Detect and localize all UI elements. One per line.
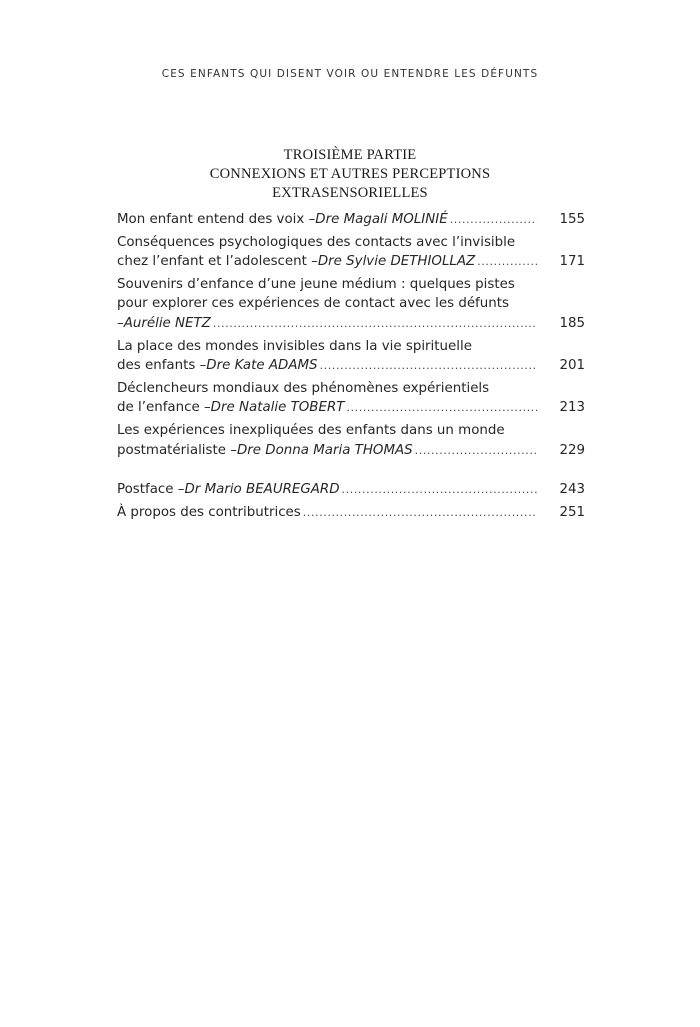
toc-entry-text: Postface – — [117, 482, 185, 497]
toc-entry-author: Dre Kate ADAMS — [206, 358, 318, 374]
toc-entry-text-line: pour explorer ces expériences de contact avec les défunts — [117, 296, 509, 312]
toc-entry[interactable] — [117, 337, 585, 376]
toc-entry-contributors[interactable] — [117, 503, 585, 523]
toc-entry[interactable] — [117, 210, 585, 230]
toc-entry[interactable] — [117, 275, 585, 334]
leader-dots — [342, 480, 537, 500]
leader-dots — [320, 356, 537, 376]
toc-entry-author: Dr Mario BEAUREGARD — [184, 482, 340, 497]
leader-dots — [303, 503, 537, 523]
toc-entry-author: Aurélie NETZ — [123, 315, 211, 331]
toc-entry-last-line — [117, 398, 585, 418]
toc-entry[interactable] — [117, 233, 585, 272]
toc-entry-text: postmatérialiste – — [117, 442, 237, 458]
toc-entry-author: Dre Magali MOLINIÉ — [315, 212, 448, 227]
toc-entry-last-line — [117, 441, 585, 461]
toc-entry-last-line — [117, 480, 585, 500]
toc-entry-last-line — [117, 252, 585, 272]
toc-entry-last-line — [117, 503, 585, 523]
toc-entry-text-line: Les expériences inexpliquées des enfants dans un monde — [117, 422, 505, 438]
toc-entry-text-line: Déclencheurs mondiaux des phénomènes expérientiels — [117, 380, 490, 396]
toc-entry-author: Dre Natalie TOBERT — [210, 400, 345, 416]
toc-entry[interactable] — [117, 421, 585, 460]
leader-dots — [415, 441, 537, 461]
toc-entry-page-number: 201 — [559, 358, 585, 374]
toc-entry[interactable] — [117, 379, 585, 418]
table-of-contents — [117, 210, 585, 463]
toc-entry-postface[interactable] — [117, 480, 585, 500]
part-title — [0, 146, 700, 203]
part-title-line-1: TROISIÈME PARTIE — [283, 147, 417, 163]
leader-dots — [450, 210, 537, 230]
leader-dots — [477, 252, 537, 272]
toc-entry-last-line — [117, 210, 585, 230]
toc-entry-last-line — [117, 356, 585, 376]
toc-entry-text-line: La place des mondes invisibles dans la vie spirituelle — [117, 338, 472, 354]
toc-entry-text: À propos des contributrices — [117, 504, 301, 520]
toc-entry-page-number: 243 — [559, 482, 585, 497]
toc-entry-page-number: 213 — [559, 400, 585, 416]
toc-entry-text: Mon enfant entend des voix – — [117, 212, 316, 227]
part-title-line-2: CONNEXIONS ET AUTRES PERCEPTIONS — [209, 166, 491, 182]
toc-entry-last-line — [117, 314, 585, 334]
toc-entry-text-line: Souvenirs d’enfance d’une jeune médium : quelques pistes — [117, 276, 515, 292]
toc-entry-author: Dre Sylvie DETHIOLLAZ — [317, 254, 476, 270]
back-matter-list — [117, 480, 585, 525]
leader-dots — [346, 398, 537, 418]
leader-dots — [213, 314, 537, 334]
part-title-line-3: EXTRASENSORIELLES — [272, 185, 428, 201]
toc-entry-page-number: 185 — [559, 315, 585, 331]
toc-entry-page-number: 251 — [559, 504, 585, 520]
running-header: CES ENFANTS QUI DISENT VOIR OU ENTENDRE LES DÉFUNTS — [161, 68, 539, 80]
toc-entry-page-number: 229 — [559, 442, 585, 458]
toc-entry-page-number: 155 — [559, 212, 585, 227]
toc-entry-text: de l’enfance – — [117, 400, 211, 416]
toc-entry-author: Dre Donna Maria THOMAS — [236, 442, 413, 458]
toc-entry-text: – — [117, 315, 124, 331]
toc-entry-text-line: Conséquences psychologiques des contacts avec l’invisible — [117, 234, 516, 250]
toc-entry-text: des enfants – — [117, 358, 207, 374]
toc-entry-text: chez l’enfant et l’adolescent – — [117, 254, 318, 270]
toc-entry-page-number: 171 — [559, 254, 585, 270]
